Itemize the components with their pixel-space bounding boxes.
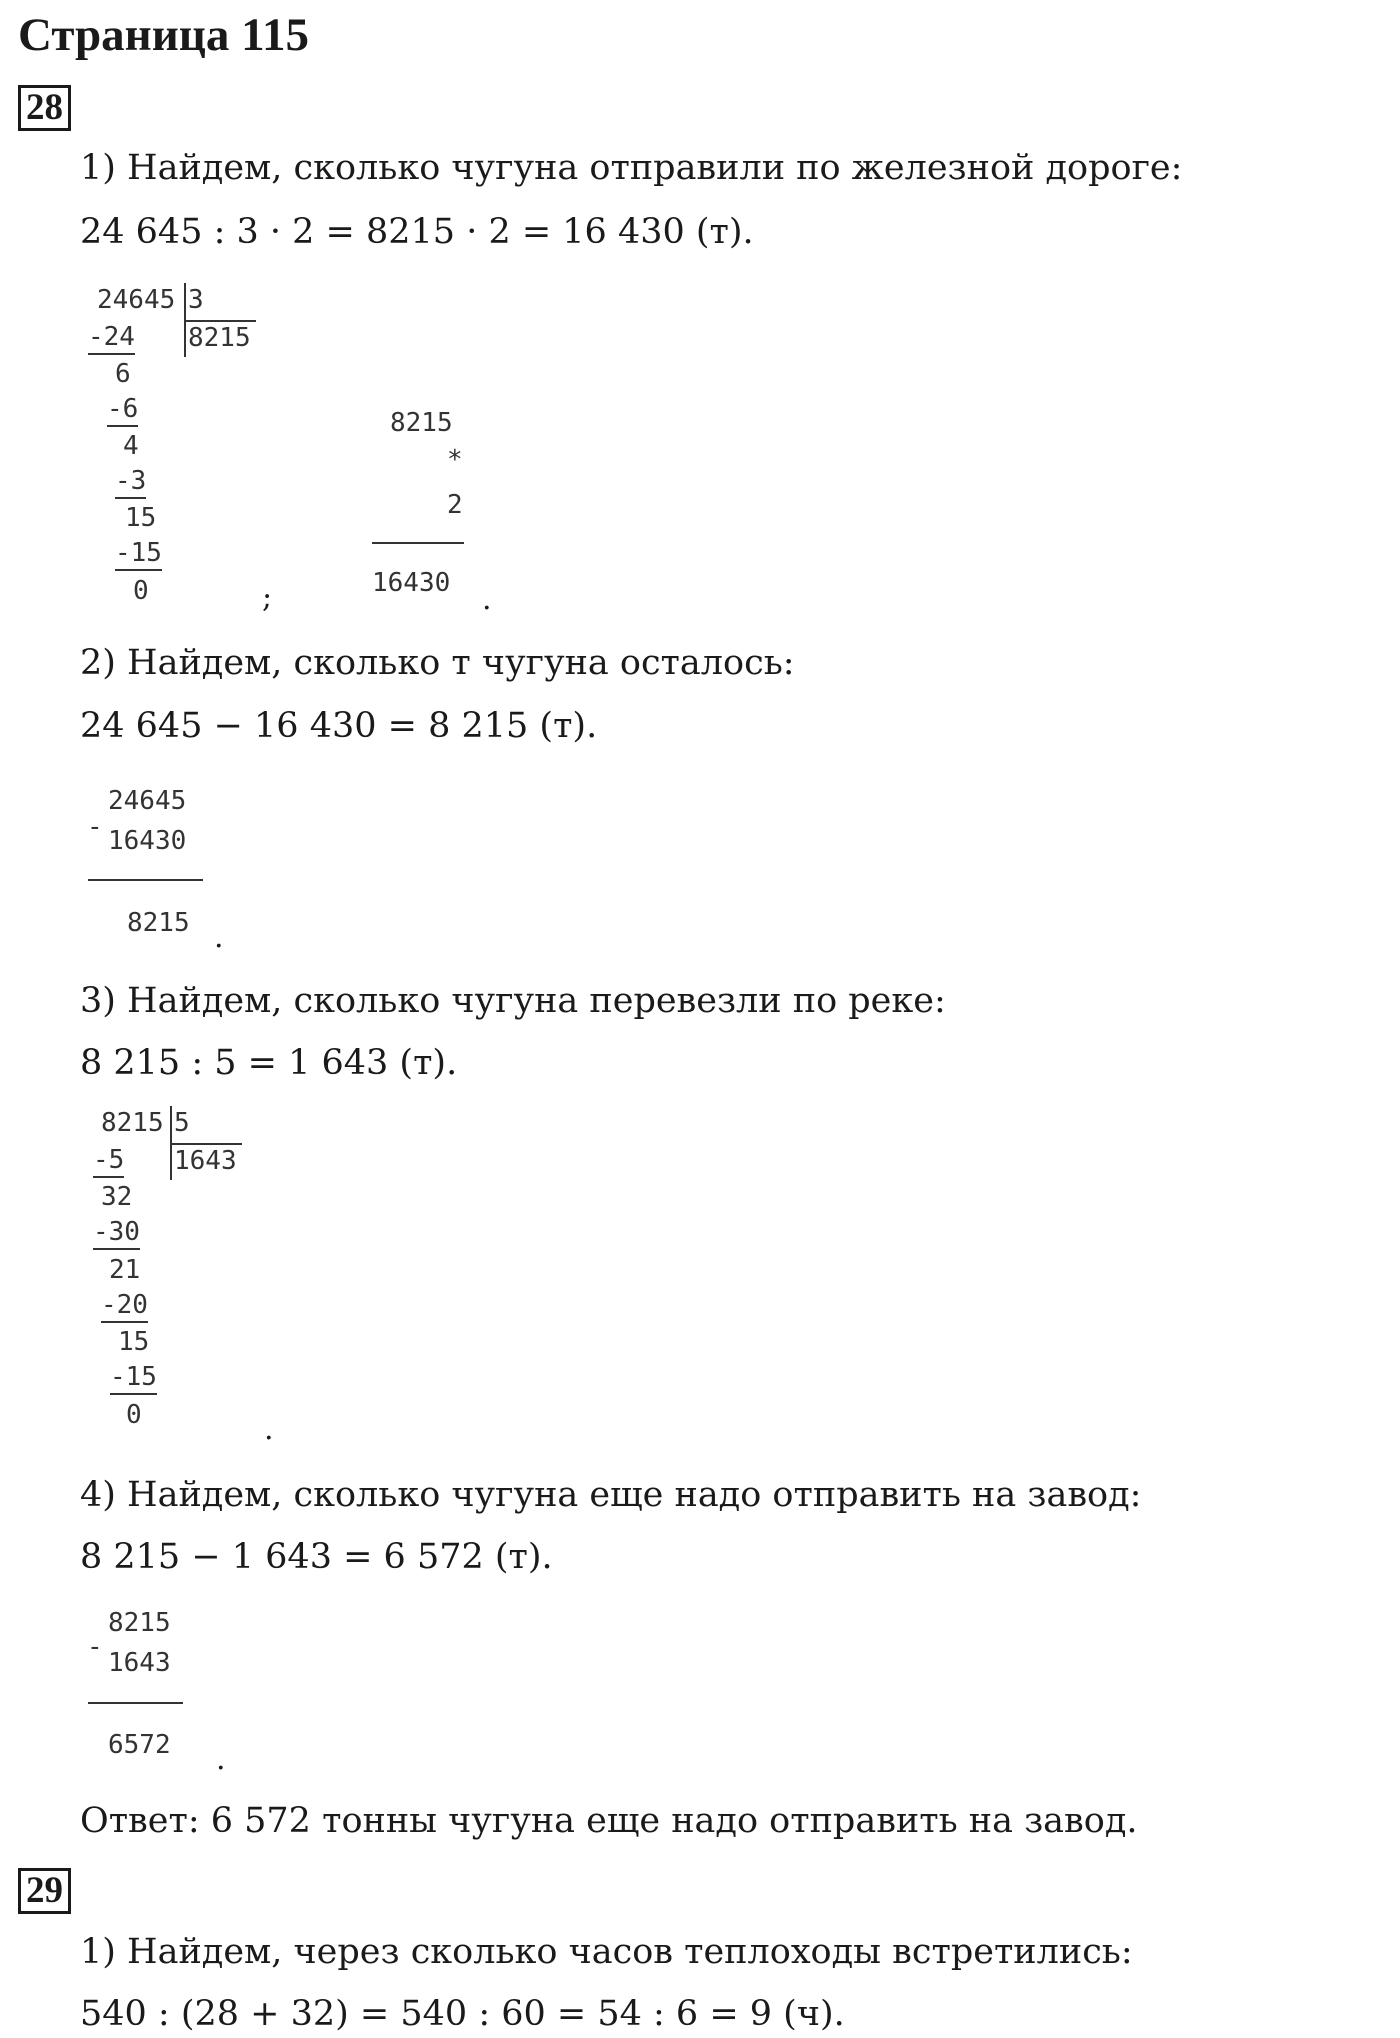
division-row: 15 (118, 1327, 150, 1357)
minus-sign: - (87, 1632, 103, 1662)
separator: . (264, 1412, 274, 1447)
division-row: 4 (123, 431, 139, 461)
difference: 8215 (127, 908, 190, 938)
step4-text: 4) Найдем, сколько чугуна еще надо отправить на завод: (80, 1475, 1142, 1515)
difference: 6572 (108, 1730, 171, 1760)
quotient: 8215 (188, 323, 251, 353)
separator: . (482, 582, 492, 617)
minuend: 8215 (108, 1608, 171, 1638)
divisor: 3 (188, 285, 204, 315)
quotient: 1643 (174, 1146, 237, 1176)
subtrahend: 16430 (108, 826, 187, 856)
minuend: 24645 (108, 786, 187, 816)
step1-text: 1) Найдем, сколько чугуна отправили по железной дороге: (80, 148, 1183, 188)
division-row: -15 (115, 539, 162, 571)
separator: . (216, 1742, 226, 1777)
division-row: 15 (125, 503, 157, 533)
separator: ; (262, 580, 273, 615)
division-row: 32 (101, 1182, 133, 1212)
multiply-sign: * (447, 445, 463, 475)
step3-text: 3) Найдем, сколько чугуна перевезли по реке: (80, 981, 946, 1021)
factor-a: 8215 (390, 408, 453, 438)
division-row: 0 (133, 576, 149, 606)
factor-b: 2 (447, 490, 463, 520)
page-title: Страница 115 (18, 9, 310, 61)
task29-step1-equation: 540 : (28 + 32) = 540 : 60 = 54 : 6 = 9 (ч). (80, 1994, 845, 2034)
answer-text: Ответ: 6 572 тонны чугуна еще надо отправить на завод. (80, 1801, 1138, 1841)
division-row: 6 (115, 359, 131, 389)
division-row: -5 (93, 1146, 124, 1178)
minus-sign: - (87, 812, 103, 842)
division-row: -30 (93, 1218, 140, 1250)
division-row: -3 (115, 467, 146, 499)
dividend: 8215 (101, 1108, 164, 1138)
division-row: -15 (110, 1363, 157, 1395)
dividend: 24645 (97, 285, 176, 315)
task-number-29: 29 (18, 1868, 71, 1914)
divisor: 5 (174, 1108, 190, 1138)
subtrahend: 1643 (108, 1648, 171, 1678)
division-row: 0 (126, 1400, 142, 1430)
step1-equation: 24 645 : 3 · 2 = 8215 · 2 = 16 430 (т). (80, 212, 754, 252)
step3-equation: 8 215 : 5 = 1 643 (т). (80, 1043, 458, 1083)
division-row: -24 (88, 323, 135, 355)
step2-equation: 24 645 − 16 430 = 8 215 (т). (80, 706, 598, 746)
step4-equation: 8 215 − 1 643 = 6 572 (т). (80, 1537, 553, 1577)
task-number-28: 28 (18, 85, 71, 131)
division-row: 21 (109, 1255, 141, 1285)
step2-text: 2) Найдем, сколько т чугуна осталось: (80, 643, 795, 683)
task29-step1-text: 1) Найдем, через сколько часов теплоходы встретились: (80, 1932, 1133, 1972)
division-row: -6 (107, 395, 138, 427)
division-row: -20 (101, 1291, 148, 1323)
product: 16430 (372, 568, 451, 598)
separator: . (214, 920, 224, 955)
